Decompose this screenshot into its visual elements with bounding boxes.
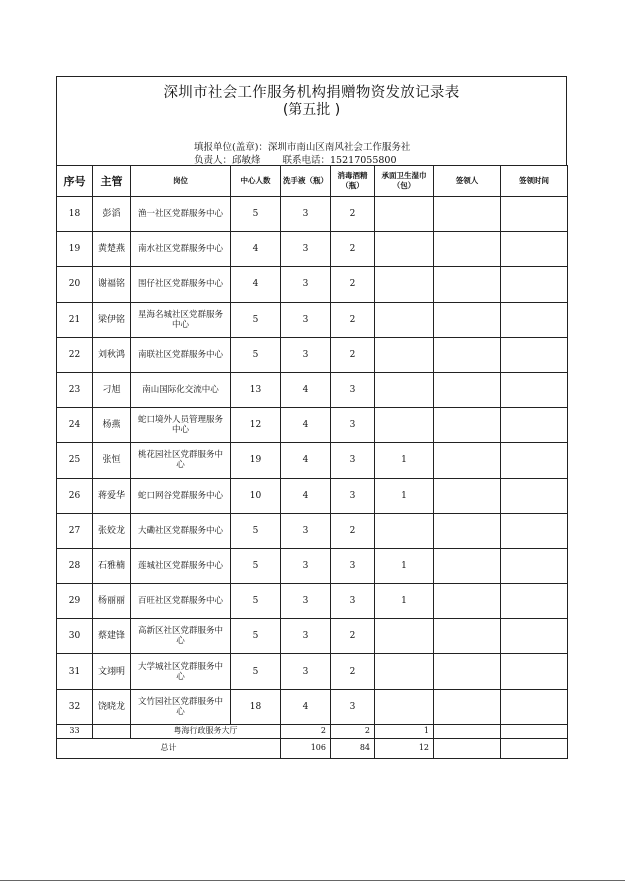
table-row xyxy=(57,584,568,619)
cell-tissue xyxy=(375,197,434,232)
sheet-header xyxy=(56,76,567,165)
cell-handwash: 3 xyxy=(281,584,331,619)
cell-signer[interactable] xyxy=(434,513,501,548)
cell-handwash: 4 xyxy=(281,372,331,407)
cell-signer[interactable] xyxy=(434,478,501,513)
cell-leader: 谢福铭 xyxy=(93,267,131,302)
cell-signer[interactable] xyxy=(434,654,501,689)
cell-signer[interactable] xyxy=(434,408,501,443)
cell-site: 高新区社区党群服务中心 xyxy=(131,619,231,654)
table-row xyxy=(57,654,568,689)
cell-people: 5 xyxy=(231,548,281,583)
row33-disinfect: 2 xyxy=(331,724,375,738)
cell-site: 星海名城社区党群服务中心 xyxy=(131,302,231,337)
cell-tissue: 1 xyxy=(375,478,434,513)
col-handwash: 洗手液（瓶） xyxy=(281,166,331,197)
cell-tissue xyxy=(375,372,434,407)
cell-disinfect: 2 xyxy=(331,337,375,372)
cell-disinfect: 2 xyxy=(331,232,375,267)
cell-disinfect: 3 xyxy=(331,548,375,583)
cell-handwash: 4 xyxy=(281,689,331,724)
cell-people: 5 xyxy=(231,302,281,337)
cell-handwash: 3 xyxy=(281,197,331,232)
cell-disinfect: 2 xyxy=(331,654,375,689)
cell-leader: 黄楚燕 xyxy=(93,232,131,267)
total-handwash: 106 xyxy=(281,738,331,758)
cell-signer[interactable] xyxy=(434,232,501,267)
cell-site: 围仔社区党群服务中心 xyxy=(131,267,231,302)
cell-handwash: 4 xyxy=(281,478,331,513)
cell-people: 5 xyxy=(231,337,281,372)
cell-signer[interactable] xyxy=(434,584,501,619)
row33-tissue: 1 xyxy=(375,724,434,738)
cell-leader: 杨燕 xyxy=(93,408,131,443)
distribution-table xyxy=(56,165,568,759)
cell-people: 18 xyxy=(231,689,281,724)
cell-sign-time[interactable] xyxy=(501,513,568,548)
cell-people: 5 xyxy=(231,619,281,654)
cell-leader: 刁旭 xyxy=(93,372,131,407)
cell-seq: 32 xyxy=(57,689,93,724)
cell-seq: 25 xyxy=(57,443,93,478)
cell-seq: 23 xyxy=(57,372,93,407)
cell-disinfect: 3 xyxy=(331,408,375,443)
table-row xyxy=(57,548,568,583)
cell-leader: 张恒 xyxy=(93,443,131,478)
sheet-title: 深圳市社会工作服务机构捐赠物资发放记录表 xyxy=(163,85,460,101)
cell-site: 蛇口网谷党群服务中心 xyxy=(131,478,231,513)
cell-sign-time[interactable] xyxy=(501,584,568,619)
cell-signer[interactable] xyxy=(434,443,501,478)
table-row xyxy=(57,513,568,548)
row33-handwash: 2 xyxy=(281,724,331,738)
cell-signer[interactable] xyxy=(434,337,501,372)
cell-tissue xyxy=(375,689,434,724)
cell-disinfect: 3 xyxy=(331,584,375,619)
cell-signer[interactable] xyxy=(434,372,501,407)
col-disinfect: 消毒酒精（瓶） xyxy=(331,166,375,197)
cell-tissue xyxy=(375,302,434,337)
cell-leader: 文翊明 xyxy=(93,654,131,689)
row33-site: 粤海行政服务大厅 xyxy=(131,724,281,738)
cell-disinfect: 2 xyxy=(331,619,375,654)
table-row xyxy=(57,689,568,724)
cell-sign-time[interactable] xyxy=(501,548,568,583)
cell-sign-time[interactable] xyxy=(501,478,568,513)
table-row xyxy=(57,408,568,443)
cell-tissue xyxy=(375,408,434,443)
table-row xyxy=(57,619,568,654)
cell-handwash: 3 xyxy=(281,513,331,548)
table-row xyxy=(57,232,568,267)
cell-signer[interactable] xyxy=(434,197,501,232)
cell-people: 12 xyxy=(231,408,281,443)
cell-leader: 张姣龙 xyxy=(93,513,131,548)
cell-handwash: 3 xyxy=(281,302,331,337)
cell-leader: 蔡建锋 xyxy=(93,619,131,654)
row33-seq: 33 xyxy=(57,724,93,738)
col-signer: 签领人 xyxy=(434,166,501,197)
cell-people: 5 xyxy=(231,513,281,548)
total-disinfect: 84 xyxy=(331,738,375,758)
total-row xyxy=(57,738,568,758)
cell-people: 5 xyxy=(231,584,281,619)
col-people: 中心人数 xyxy=(231,166,281,197)
col-leader: 主管 xyxy=(93,166,131,197)
cell-sign-time[interactable] xyxy=(501,408,568,443)
page-bottom-rule xyxy=(0,880,625,881)
cell-site: 南水社区党群服务中心 xyxy=(131,232,231,267)
cell-sign-time[interactable] xyxy=(501,654,568,689)
table-header-row xyxy=(57,166,568,197)
cell-seq: 30 xyxy=(57,619,93,654)
row33-leader xyxy=(93,724,131,738)
cell-leader: 石雅楠 xyxy=(93,548,131,583)
cell-tissue: 1 xyxy=(375,548,434,583)
cell-seq: 28 xyxy=(57,548,93,583)
total-sign-time xyxy=(501,738,568,758)
cell-site: 大学城社区党群服务中心 xyxy=(131,654,231,689)
cell-leader: 杨丽丽 xyxy=(93,584,131,619)
row33-sign-time[interactable] xyxy=(501,724,568,738)
cell-sign-time[interactable] xyxy=(501,619,568,654)
row33-signer[interactable] xyxy=(434,724,501,738)
cell-tissue xyxy=(375,513,434,548)
cell-sign-time[interactable] xyxy=(501,689,568,724)
cell-leader: 梁伊铭 xyxy=(93,302,131,337)
cell-tissue xyxy=(375,232,434,267)
cell-site: 百旺社区党群服务中心 xyxy=(131,584,231,619)
table-row xyxy=(57,197,568,232)
cell-seq: 20 xyxy=(57,267,93,302)
cell-seq: 19 xyxy=(57,232,93,267)
cell-disinfect: 3 xyxy=(331,372,375,407)
cell-sign-time[interactable] xyxy=(501,232,568,267)
cell-handwash: 3 xyxy=(281,267,331,302)
cell-tissue xyxy=(375,337,434,372)
cell-disinfect: 3 xyxy=(331,443,375,478)
col-sign-time: 签领时间 xyxy=(501,166,568,197)
cell-signer[interactable] xyxy=(434,267,501,302)
cell-seq: 31 xyxy=(57,654,93,689)
table-row xyxy=(57,337,568,372)
cell-disinfect: 2 xyxy=(331,302,375,337)
responsible-person: 负责人：邱敏烽 xyxy=(194,155,261,166)
table-row-33 xyxy=(57,724,568,738)
cell-site: 蛇口境外人员管理服务中心 xyxy=(131,408,231,443)
cell-tissue xyxy=(375,654,434,689)
cell-people: 10 xyxy=(231,478,281,513)
col-site: 岗位 xyxy=(131,166,231,197)
cell-signer[interactable] xyxy=(434,302,501,337)
cell-people: 5 xyxy=(231,654,281,689)
cell-site: 文竹园社区党群服务中心 xyxy=(131,689,231,724)
cell-tissue xyxy=(375,619,434,654)
table-row xyxy=(57,372,568,407)
cell-people: 19 xyxy=(231,443,281,478)
cell-signer[interactable] xyxy=(434,619,501,654)
cell-tissue: 1 xyxy=(375,443,434,478)
cell-site: 南联社区党群服务中心 xyxy=(131,337,231,372)
cell-seq: 18 xyxy=(57,197,93,232)
cell-sign-time[interactable] xyxy=(501,267,568,302)
record-sheet xyxy=(56,76,567,759)
cell-handwash: 4 xyxy=(281,408,331,443)
fill-unit: 填报单位(盖章)：深圳市南山区南风社会工作服务社 xyxy=(194,142,411,153)
contact-phone: 联系电话：15217055800 xyxy=(282,155,397,166)
cell-sign-time[interactable] xyxy=(501,197,568,232)
cell-site: 莲城社区党群服务中心 xyxy=(131,548,231,583)
cell-handwash: 3 xyxy=(281,654,331,689)
cell-people: 4 xyxy=(231,232,281,267)
table-row xyxy=(57,478,568,513)
cell-people: 13 xyxy=(231,372,281,407)
contact-line xyxy=(194,152,397,166)
cell-seq: 29 xyxy=(57,584,93,619)
cell-site: 桃花园社区党群服务中心 xyxy=(131,443,231,478)
cell-handwash: 3 xyxy=(281,619,331,654)
cell-site: 渔一社区党群服务中心 xyxy=(131,197,231,232)
table-row xyxy=(57,267,568,302)
cell-tissue: 1 xyxy=(375,584,434,619)
cell-disinfect: 2 xyxy=(331,513,375,548)
table-row xyxy=(57,443,568,478)
col-seq: 序号 xyxy=(57,166,93,197)
cell-disinfect: 3 xyxy=(331,478,375,513)
cell-site: 大磡社区党群服务中心 xyxy=(131,513,231,548)
cell-handwash: 4 xyxy=(281,443,331,478)
batch-label: (第五批 ) xyxy=(282,102,341,118)
cell-disinfect: 3 xyxy=(331,689,375,724)
cell-disinfect: 2 xyxy=(331,267,375,302)
cell-people: 5 xyxy=(231,197,281,232)
cell-seq: 21 xyxy=(57,302,93,337)
cell-disinfect: 2 xyxy=(331,197,375,232)
cell-handwash: 3 xyxy=(281,337,331,372)
cell-leader: 饶晓龙 xyxy=(93,689,131,724)
col-tissue: 承面卫生湿巾（包） xyxy=(375,166,434,197)
cell-sign-time[interactable] xyxy=(501,443,568,478)
total-label: 总计 xyxy=(57,738,281,758)
cell-signer[interactable] xyxy=(434,689,501,724)
cell-seq: 22 xyxy=(57,337,93,372)
cell-sign-time[interactable] xyxy=(501,372,568,407)
cell-sign-time[interactable] xyxy=(501,302,568,337)
cell-site: 南山国际化交流中心 xyxy=(131,372,231,407)
cell-seq: 24 xyxy=(57,408,93,443)
cell-seq: 27 xyxy=(57,513,93,548)
cell-seq: 26 xyxy=(57,478,93,513)
cell-leader: 蒋爱华 xyxy=(93,478,131,513)
total-signer xyxy=(434,738,501,758)
cell-sign-time[interactable] xyxy=(501,337,568,372)
table-row xyxy=(57,302,568,337)
cell-leader: 刘秋鸿 xyxy=(93,337,131,372)
cell-handwash: 3 xyxy=(281,548,331,583)
cell-leader: 彭滔 xyxy=(93,197,131,232)
total-tissue: 12 xyxy=(375,738,434,758)
cell-handwash: 3 xyxy=(281,232,331,267)
cell-tissue xyxy=(375,267,434,302)
cell-signer[interactable] xyxy=(434,548,501,583)
cell-people: 4 xyxy=(231,267,281,302)
